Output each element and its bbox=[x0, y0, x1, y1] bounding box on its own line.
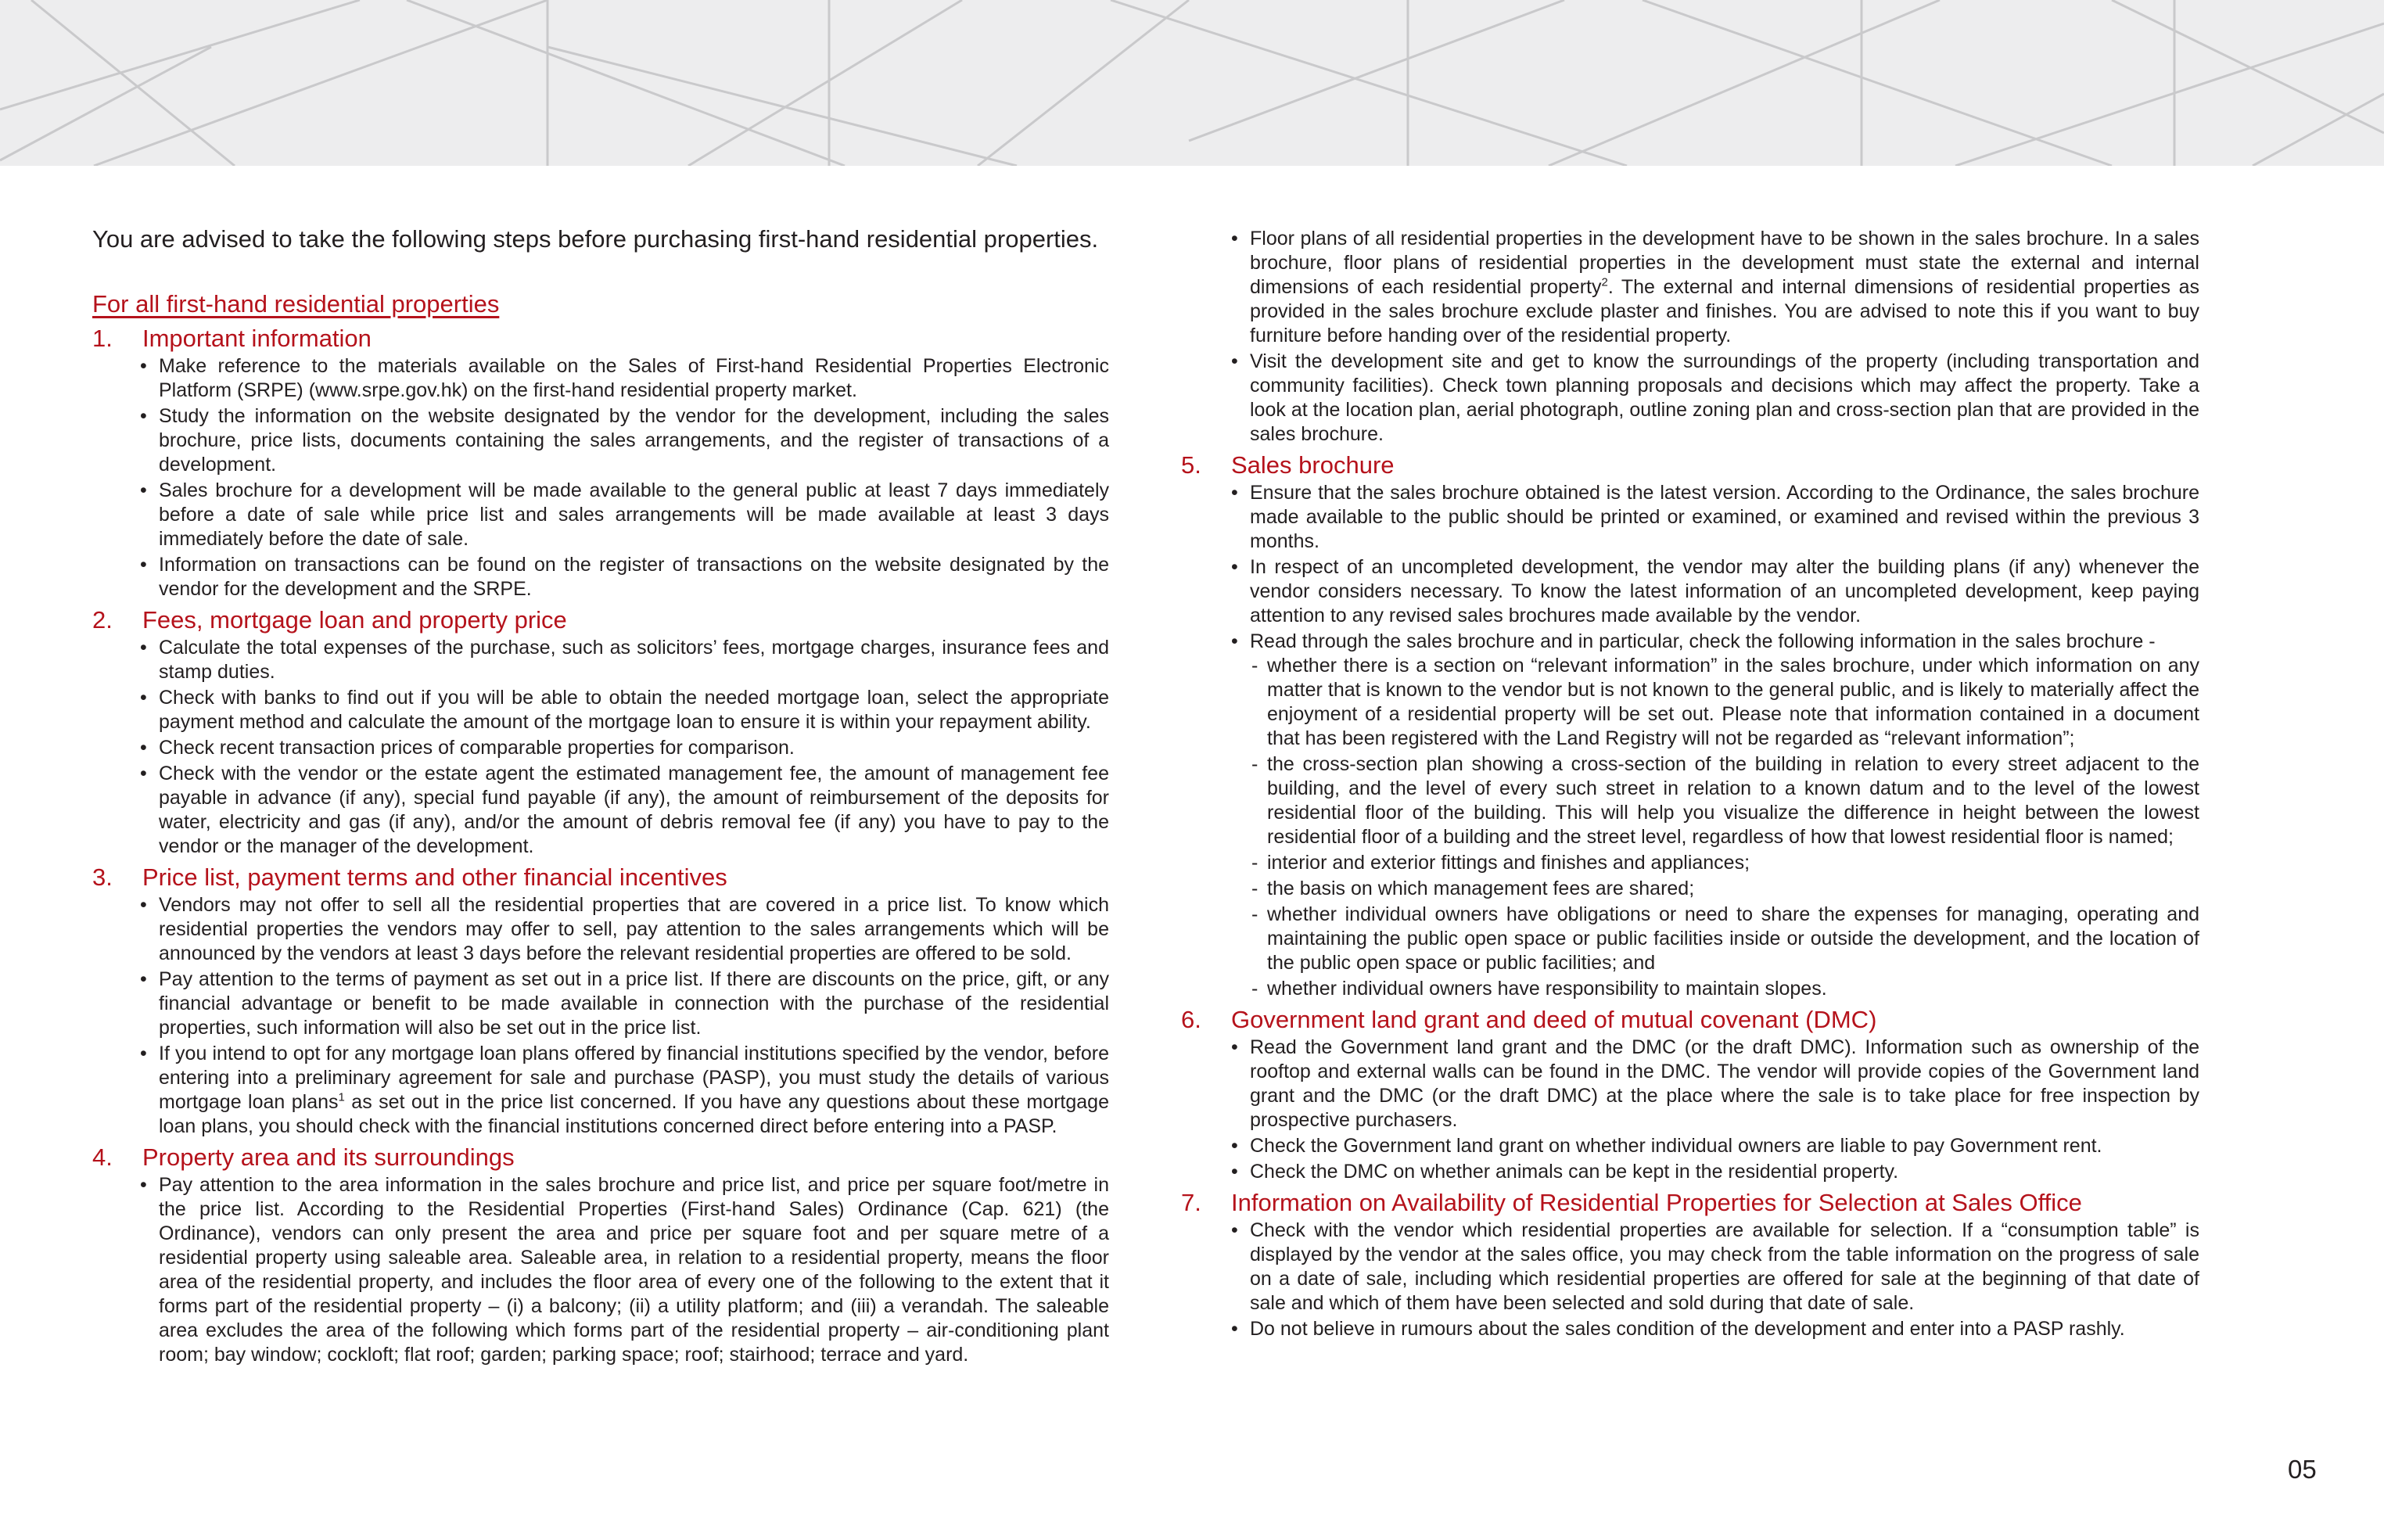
section-number: 5. bbox=[1181, 451, 1201, 479]
section-number: 1. bbox=[92, 325, 113, 352]
bullet-item: • Check with the vendor which residential properties are available for selection. If a “consumption table” is displayed by the vendor at the sales office, you may check from the table information on the progress of sale on a date of sale, including which residential properties are offered for sale at the beginning of that date of sale and which of them have been selected and sold during that date of sale. bbox=[1250, 1219, 2199, 1316]
section-title-text: Government land grant and deed of mutual covenant (DMC) bbox=[1231, 1006, 1877, 1033]
bullet-list-2 bbox=[92, 636, 1109, 859]
right-column bbox=[1181, 227, 2199, 1343]
section-title-text: Information on Availability of Residential Properties for Selection at Sales Office bbox=[1231, 1189, 2082, 1216]
bullet-list-6 bbox=[1181, 1036, 2199, 1184]
bullet-item: • Do not believe in rumours about the sales condition of the development and enter into a PASP rashly. bbox=[1250, 1317, 2199, 1341]
bullet-item: • Check recent transaction prices of comparable properties for comparison. bbox=[159, 736, 1109, 760]
bullet-item: • Check with banks to find out if you will be able to obtain the needed mortgage loan, select the appropriate payment method and calculate the amount of the mortgage loan to ensure it is within your repayment ability. bbox=[159, 686, 1109, 734]
bullet-item bbox=[1250, 630, 2199, 1001]
bullet-list-1 bbox=[92, 354, 1109, 601]
section-title-3 bbox=[92, 862, 1109, 893]
section-title-text: Property area and its surroundings bbox=[142, 1143, 515, 1171]
bullet-list-3 bbox=[92, 893, 1109, 1139]
bullet-list-4-continued bbox=[1181, 227, 2199, 447]
section-title-text: Fees, mortgage loan and property price bbox=[142, 606, 567, 634]
footnote-marker: 1 bbox=[338, 1090, 345, 1104]
bullet-list-7 bbox=[1181, 1219, 2199, 1341]
section-number: 4. bbox=[92, 1143, 113, 1171]
bullet-item: • Study the information on the website designated by the vendor for the development, including the sales brochure, price lists, documents containing the sales arrangements, and the register of transactions of a development. bbox=[159, 404, 1109, 477]
bullet-item: • Read the Government land grant and the DMC (or the draft DMC). Information such as ownership of the rooftop and external walls can be found in the DMC. The vendor will provide copies of the Government land grant and the DMC (or the draft DMC) at the place where the sale is to take place for free inspection by prospective purchasers. bbox=[1250, 1036, 2199, 1133]
dash-item: - whether individual owners have obligations or need to share the expenses for managing, operating and maintaining the public open space or public facilities inside or outside the development, and the location of the public open space or public facilities; and bbox=[1267, 903, 2199, 975]
dash-item: - whether there is a section on “relevant information” in the sales brochure, under which information on any matter that is known to the vendor but is not known to the general public, and is likely to materially affect the enjoyment of a residential property will be set out. Please note that information contained in a document that has been registered with the Land Registry will not be regarded as “relevant information”; bbox=[1267, 654, 2199, 751]
dash-item: - whether individual owners have responsibility to maintain slopes. bbox=[1267, 977, 2199, 1001]
bullet-item: • Check the DMC on whether animals can be kept in the residential property. bbox=[1250, 1160, 2199, 1184]
section-number: 2. bbox=[92, 606, 113, 634]
dash-item: - interior and exterior fittings and finishes and appliances; bbox=[1267, 851, 2199, 875]
section-title-6 bbox=[1181, 1004, 2199, 1036]
section-title-text: Sales brochure bbox=[1231, 451, 1395, 479]
section-title-7 bbox=[1181, 1187, 2199, 1219]
bullet-item: • Vendors may not offer to sell all the residential properties that are covered in a price list. To know which residential properties the vendors may offer to sell, pay attention to the sales arrangements which will be announced by the vendors at least 3 days before the relevant residential properties are offered to be sold. bbox=[159, 893, 1109, 966]
bullet-text: Floor plans of all residential properties in the development have to be shown in the sales brochure. In a sales brochure, floor plans of residential properties in the development must state the external and internal dimensions of each residential property bbox=[1250, 228, 2199, 298]
bullet-item: • Sales brochure for a development will be made available to the general public at least 7 days immediately before a date of sale while price list and sales arrangements will be made available at least 3 days immediately before the date of sale. bbox=[159, 479, 1109, 551]
bullet-item: • Pay attention to the area information in the sales brochure and price list, and price per square foot/metre in the price list. According to the Residential Properties (First-hand Sales) Ordinance (Cap. 621) (the Ordinance), vendors can only present the area and price per square foot and per square metre of a residential property using saleable area. Saleable area, in relation to a residential property, means the floor area of the residential property, and includes the floor area of every one of the following to the extent that it forms part of the residential property – (i) a balcony; (ii) a utility platform; and (iii) a verandah. The saleable area excludes the area of the following which forms part of the residential property – air-conditioning plant room; bay window; cockloft; flat roof; garden; parking space; roof; stairhood; terrace and yard. bbox=[159, 1173, 1109, 1367]
section-number: 7. bbox=[1181, 1189, 1201, 1216]
bullet-item: • Check the Government land grant on whether individual owners are liable to pay Government rent. bbox=[1250, 1134, 2199, 1158]
bullet-list-5 bbox=[1181, 481, 2199, 1001]
group-title: For all first-hand residential properties bbox=[92, 290, 500, 318]
section-title-1 bbox=[92, 323, 1109, 354]
bullet-item: • Pay attention to the terms of payment as set out in a price list. If there are discounts on the price, gift, or any financial advantage or benefit to be made available in connection with the purchase of the residential properties, such information will also be set out in the price list. bbox=[159, 967, 1109, 1040]
bullet-item: • Visit the development site and get to know the surroundings of the property (including transportation and community facilities). Check town planning proposals and decisions which may affect the property. Take a look at the location plan, aerial photograph, outline zoning plan and cross-section plan that are provided in the sales brochure. bbox=[1250, 350, 2199, 447]
bullet-item: • Ensure that the sales brochure obtained is the latest version. According to the Ordinance, the sales brochure made available to the public should be printed or examined, or examined and revised within the previous 3 months. bbox=[1250, 481, 2199, 554]
bullet-text: . The external and internal dimensions of residential properties as provided in the sales brochure exclude plaster and finishes. You are advised to note this if you want to buy furniture before handing over of the residential property. bbox=[1250, 276, 2199, 346]
section-number: 3. bbox=[92, 863, 113, 891]
section-number: 6. bbox=[1181, 1006, 1201, 1033]
bullet-text: as set out in the price list concerned. If you have any questions about these mortgage loan plans, you should check with the financial institutions concerned direct before entering into a PASP. bbox=[159, 1091, 1109, 1137]
decorative-header-banner bbox=[0, 0, 2384, 166]
bullet-item: • Calculate the total expenses of the purchase, such as solicitors’ fees, mortgage charges, insurance fees and stamp duties. bbox=[159, 636, 1109, 684]
section-title-text: Price list, payment terms and other financial incentives bbox=[142, 863, 727, 891]
page-number: 05 bbox=[2288, 1455, 2317, 1484]
bullet-item: • Make reference to the materials available on the Sales of First-hand Residential Properties Electronic Platform (SRPE) (www.srpe.gov.hk) on the first-hand residential property market. bbox=[159, 354, 1109, 403]
geometric-lines-graphic bbox=[0, 0, 2384, 166]
intro-paragraph: You are advised to take the following steps before purchasing first-hand residential properties. bbox=[92, 225, 1099, 253]
section-title-2 bbox=[92, 605, 1109, 636]
bullet-text: Read through the sales brochure and in particular, check the following information in the sales brochure - bbox=[1250, 630, 2156, 652]
bullet-item: • In respect of an uncompleted development, the vendor may alter the building plans (if any) whenever the vendor considers necessary. To know the latest information of an uncompleted development, keep paying attention to any revised sales brochures made available by the vendor. bbox=[1250, 555, 2199, 628]
section-title-text: Important information bbox=[142, 325, 372, 352]
dash-item: - the cross-section plan showing a cross-section of the building in relation to every street adjacent to the building, and the level of every such street in relation to a known datum and to the level of the lowest residential floor of the building. This will help you visualize the difference in height between the lowest residential floor of a building and the street level, regardless of how that lowest residential floor is named; bbox=[1267, 752, 2199, 849]
bullet-item bbox=[159, 1042, 1109, 1139]
bullet-item: • Check with the vendor or the estate agent the estimated management fee, the amount of management fee payable in advance (if any), special fund payable (if any), the amount of reimbursement of the deposits for water, electricity and gas (if any), and/or the amount of debris removal fee (if any) you have to pay to the vendor or the manager of the development. bbox=[159, 762, 1109, 859]
section-title-5 bbox=[1181, 450, 2199, 481]
bullet-text: If you intend to opt for any mortgage loan plans offered by financial institutions specified by the vendor, before entering into a preliminary agreement for sale and purchase (PASP), you must study the details of various mortgage loan plans bbox=[159, 1043, 1109, 1113]
footnote-marker: 2 bbox=[1601, 275, 1608, 289]
dash-list bbox=[1250, 654, 2199, 1001]
bullet-item bbox=[1250, 227, 2199, 348]
left-column bbox=[92, 227, 1109, 1369]
dash-item: - the basis on which management fees are shared; bbox=[1267, 877, 2199, 901]
bullet-item: • Information on transactions can be found on the register of transactions on the website designated by the vendor for the development and the SRPE. bbox=[159, 553, 1109, 601]
section-title-4 bbox=[92, 1142, 1109, 1173]
bullet-list-4 bbox=[92, 1173, 1109, 1367]
